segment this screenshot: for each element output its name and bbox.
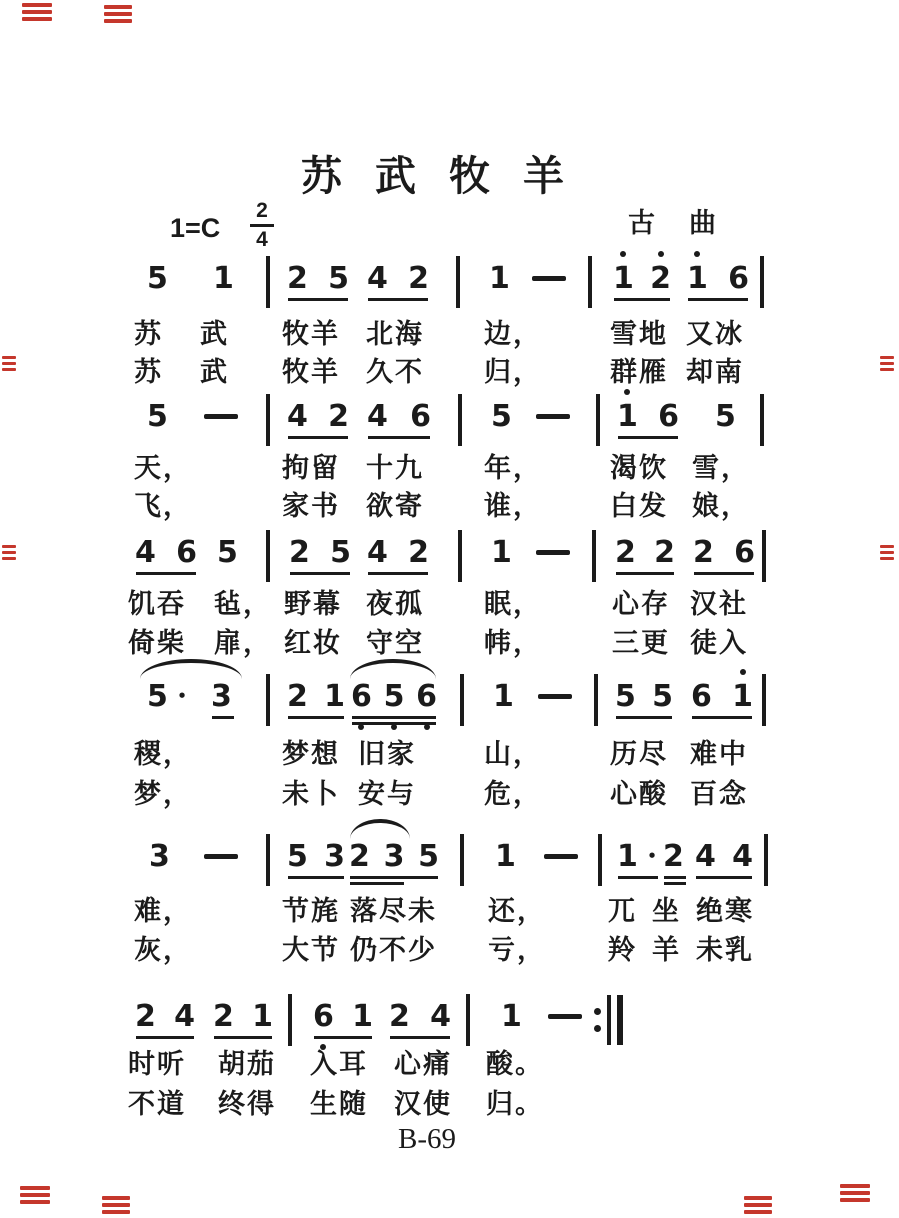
beam-underline <box>368 298 428 301</box>
lyric-word: 危， <box>484 779 542 809</box>
note: 6 <box>691 679 712 714</box>
lyric-word: 灰， <box>134 935 192 965</box>
lyric-word: 历尽 <box>610 739 668 769</box>
note: 4 <box>732 839 753 874</box>
lyric-word: 生随 <box>310 1089 368 1119</box>
lyric-word: 酸。 <box>486 1049 544 1079</box>
note: 2 <box>287 679 308 714</box>
lyric-word: 兀 <box>608 896 637 926</box>
lyric-word: 拘留 <box>282 453 340 483</box>
duration-dash <box>548 1014 582 1019</box>
note-group <box>366 262 430 296</box>
beam-underline <box>352 716 436 719</box>
barline <box>266 834 270 886</box>
barline <box>760 256 764 308</box>
beam-underline <box>618 876 658 879</box>
barline <box>760 394 764 446</box>
note-group <box>312 1000 374 1034</box>
lyric-word: 稷， <box>134 739 192 769</box>
note: 2 <box>650 262 671 296</box>
beam-underline <box>214 1036 272 1039</box>
duration-dash <box>536 550 570 555</box>
lyric-word: 百念 <box>690 779 748 809</box>
lyric-word: 还， <box>488 896 546 926</box>
barline <box>460 834 464 886</box>
note: 5 <box>384 680 405 714</box>
octave-dot-high <box>740 669 746 675</box>
beam-underline <box>288 716 344 719</box>
lyric-word: 眠， <box>484 589 542 619</box>
lyric-word: 羊 <box>652 935 681 965</box>
note: 6 <box>416 680 437 714</box>
repeat-end-sign <box>594 994 623 1046</box>
beam-underline <box>368 572 428 575</box>
barline <box>466 994 470 1046</box>
note-group <box>692 536 756 570</box>
note: 5 <box>615 679 636 714</box>
beam-underline <box>614 298 670 301</box>
note-group <box>366 536 430 570</box>
note: 4 <box>135 535 156 570</box>
lyric-word: 倚柴 <box>128 628 186 658</box>
beam-underline-2 <box>352 722 436 725</box>
note-group <box>366 400 432 434</box>
lyric-word: 心存 <box>612 589 670 619</box>
note-group <box>388 1000 452 1034</box>
lyric-word: 年， <box>484 453 542 483</box>
note: 2 <box>135 999 156 1034</box>
registration-mark <box>840 1184 870 1205</box>
note: 6 <box>410 399 431 434</box>
beam-underline <box>390 1036 450 1039</box>
registration-mark <box>880 545 894 563</box>
beam-underline-2 <box>350 882 404 885</box>
repeat-barline-thin <box>607 995 611 1045</box>
note-group <box>714 400 737 434</box>
note-group <box>146 400 169 434</box>
note-group <box>286 262 350 296</box>
note: 5 <box>491 399 512 434</box>
registration-mark <box>2 356 16 374</box>
lyric-word: 天， <box>134 453 192 483</box>
beam-underline <box>314 1036 372 1039</box>
octave-dot-high <box>694 251 700 257</box>
note-group <box>212 1000 274 1034</box>
note: 4 <box>695 839 716 874</box>
lyric-word: 久不 <box>366 357 424 387</box>
note: 4 <box>367 399 388 434</box>
beam-underline <box>696 876 752 879</box>
beam-underline <box>136 572 196 575</box>
note: 6 <box>176 535 197 570</box>
note: 4 <box>367 535 388 570</box>
note-group <box>134 536 198 570</box>
lyric-word: 难， <box>134 896 192 926</box>
lyric-word: 牧羊 <box>282 319 340 349</box>
lyric-word: 群雁 <box>610 357 668 387</box>
registration-mark <box>104 5 132 26</box>
beam-underline <box>616 716 672 719</box>
note: 2 <box>654 535 675 570</box>
barline <box>456 256 460 308</box>
note: 4 <box>174 999 195 1034</box>
lyric-word: 家书 <box>282 491 340 521</box>
note: 3 <box>149 839 170 874</box>
barline <box>598 834 602 886</box>
beam-underline <box>288 298 348 301</box>
note-group <box>210 680 236 714</box>
lyric-word: 归， <box>484 357 542 387</box>
note-group <box>694 840 754 874</box>
barline <box>266 530 270 582</box>
note: 2 <box>615 535 636 570</box>
note: 2 <box>408 261 429 296</box>
lyric-word: 雪， <box>692 453 750 483</box>
beam-underline-2 <box>664 882 686 885</box>
note-group <box>488 262 511 296</box>
note: 5 <box>330 535 351 570</box>
registration-mark <box>22 3 52 24</box>
lyric-word: 欲寄 <box>366 491 424 521</box>
time-signature-denominator: 4 <box>256 228 268 251</box>
lyric-word: 夜孤 <box>366 589 424 619</box>
slur-arc <box>350 659 436 679</box>
note: 1 <box>495 839 516 874</box>
duration-dash <box>544 854 578 859</box>
lyric-word: 汉社 <box>690 589 748 619</box>
lyric-word: 苏 <box>134 357 163 387</box>
note-group <box>490 400 513 434</box>
note-group <box>612 262 672 296</box>
lyric-word: 心痛 <box>394 1049 452 1079</box>
augmentation-dot: • <box>177 687 187 705</box>
lyric-word: 却南 <box>686 357 744 387</box>
note: 1 <box>613 262 634 296</box>
beam-underline <box>350 876 438 879</box>
registration-mark <box>880 356 894 374</box>
barline <box>762 530 766 582</box>
lyric-word: 亏， <box>488 935 546 965</box>
note: 5 <box>418 839 439 874</box>
note-group <box>686 262 750 296</box>
lyric-word: 苏 <box>134 319 163 349</box>
note: 2 <box>349 839 370 874</box>
barline <box>588 256 592 308</box>
note-group <box>286 400 350 434</box>
song-title: 苏武牧羊 <box>301 153 597 199</box>
beam-underline <box>212 716 234 719</box>
lyric-word: 时听 <box>128 1049 186 1079</box>
beam-underline <box>288 876 344 879</box>
note: 6 <box>658 399 679 434</box>
lyric-word: 娘， <box>692 491 750 521</box>
lyric-word: 绝寒 <box>696 896 754 926</box>
note-group <box>494 840 517 874</box>
note: 5 <box>287 839 308 874</box>
note-group <box>212 262 235 296</box>
time-signature-line <box>250 224 274 227</box>
barline <box>288 994 292 1046</box>
registration-mark <box>744 1196 772 1217</box>
note: 2 <box>213 999 234 1034</box>
note-group <box>286 840 346 874</box>
barline <box>762 674 766 726</box>
slur-arc <box>350 819 410 839</box>
beam-underline <box>692 716 752 719</box>
composer-credit: 古曲 <box>628 208 750 238</box>
note: 5 <box>715 399 736 434</box>
lyric-word: 守空 <box>366 628 424 658</box>
note-group <box>662 840 688 874</box>
duration-dash <box>204 854 238 859</box>
lyric-word: 羚 <box>608 935 637 965</box>
note: 5 <box>652 679 673 714</box>
lyric-word: 归。 <box>486 1089 544 1119</box>
lyric-word: 入耳 <box>310 1049 368 1079</box>
note: 1 <box>213 261 234 296</box>
note: 1 <box>617 839 638 874</box>
note: 1 <box>489 261 510 296</box>
note: 2 <box>408 535 429 570</box>
lyric-word: 三更 <box>612 628 670 658</box>
lyric-word: 北海 <box>366 319 424 349</box>
note: 1 <box>501 999 522 1034</box>
lyric-word: 汉使 <box>394 1089 452 1119</box>
lyric-word: 帏， <box>484 628 542 658</box>
note: 2 <box>289 535 310 570</box>
lyric-word: 谁， <box>484 491 542 521</box>
note: 5 <box>328 261 349 296</box>
time-signature-numerator: 2 <box>256 199 268 222</box>
lyric-word: 渴饮 <box>610 453 668 483</box>
lyric-word: 大节 <box>282 935 340 965</box>
note: 3 <box>324 839 345 874</box>
lyric-word: 红妆 <box>284 628 342 658</box>
lyric-word: 边， <box>484 319 542 349</box>
beam-underline <box>618 436 678 439</box>
lyric-word: 仍不少 <box>350 935 437 965</box>
lyric-word: 雪地 <box>610 319 668 349</box>
beam-underline <box>290 572 350 575</box>
note: 1 <box>324 679 345 714</box>
lyric-word: 梦想 <box>282 739 340 769</box>
beam-underline <box>136 1036 194 1039</box>
note-group <box>146 680 190 714</box>
note-group <box>348 840 440 874</box>
duration-dash <box>536 414 570 419</box>
note-group <box>148 840 171 874</box>
lyric-word: 毡， <box>214 589 272 619</box>
lyric-word: 山， <box>484 739 542 769</box>
lyric-word: 安与 <box>358 779 416 809</box>
augmentation-dot: • <box>647 847 657 865</box>
note: 4 <box>430 999 451 1034</box>
beam-underline <box>368 436 430 439</box>
barline <box>266 256 270 308</box>
lyric-word: 又冰 <box>686 319 744 349</box>
registration-mark <box>102 1196 130 1217</box>
note-group <box>134 1000 196 1034</box>
beam-underline <box>688 298 748 301</box>
lyric-word: 白发 <box>610 491 668 521</box>
lyric-word: 坐 <box>652 896 681 926</box>
lyric-word: 徒入 <box>690 628 748 658</box>
barline <box>596 394 600 446</box>
note: 6 <box>351 680 372 714</box>
page-number: B-69 <box>398 1123 456 1155</box>
barline <box>592 530 596 582</box>
note: 5 <box>147 399 168 434</box>
barline <box>266 394 270 446</box>
note: 1 <box>687 262 708 296</box>
barline <box>594 674 598 726</box>
lyric-word: 武 <box>200 357 229 387</box>
note: 3 <box>211 679 232 714</box>
note-group <box>492 680 515 714</box>
note: 5 <box>217 535 238 570</box>
lyric-word: 心酸 <box>610 779 668 809</box>
note: 4 <box>287 399 308 434</box>
registration-mark <box>2 545 16 563</box>
beam-underline <box>694 572 754 575</box>
note-group <box>490 536 513 570</box>
lyric-word: 飞， <box>134 491 192 521</box>
lyric-word: 旧家 <box>358 739 416 769</box>
note: 6 <box>313 1000 334 1034</box>
note-group <box>146 262 169 296</box>
lyric-word: 野幕 <box>284 589 342 619</box>
duration-dash <box>532 276 566 281</box>
barline <box>460 674 464 726</box>
note: 1 <box>493 679 514 714</box>
beam-underline <box>664 876 686 879</box>
key-signature: 1=C <box>170 213 221 243</box>
note-group <box>216 536 239 570</box>
duration-dash <box>538 694 572 699</box>
note: 2 <box>287 261 308 296</box>
note: 5 <box>147 679 168 714</box>
lyric-word: 十九 <box>366 453 424 483</box>
note: 1 <box>252 999 273 1034</box>
note-group <box>500 1000 523 1034</box>
lyric-word: 未乳 <box>696 935 754 965</box>
lyric-word: 饥吞 <box>128 589 186 619</box>
lyric-word: 终得 <box>218 1089 276 1119</box>
note-group <box>350 680 438 714</box>
note: 2 <box>663 839 684 874</box>
note: 5 <box>147 261 168 296</box>
lyric-word: 扉， <box>214 628 272 658</box>
note: 6 <box>728 261 749 296</box>
lyric-word: 牧羊 <box>282 357 340 387</box>
note-group <box>614 536 676 570</box>
time-signature <box>248 199 276 252</box>
note-group <box>288 536 352 570</box>
note: 4 <box>367 261 388 296</box>
note-group <box>614 680 674 714</box>
octave-dot-high <box>624 389 630 395</box>
barline <box>458 530 462 582</box>
lyric-word: 梦， <box>134 779 192 809</box>
beam-underline <box>288 436 348 439</box>
repeat-dots <box>594 1008 601 1032</box>
barline <box>764 834 768 886</box>
note: 3 <box>383 839 405 874</box>
note: 1 <box>732 680 753 714</box>
octave-dot-high <box>658 251 664 257</box>
note: 6 <box>734 535 755 570</box>
note-group <box>690 680 754 714</box>
note: 1 <box>352 999 373 1034</box>
registration-mark <box>20 1186 50 1207</box>
lyric-word: 未卜 <box>282 779 340 809</box>
barline <box>266 674 270 726</box>
note-group <box>616 400 680 434</box>
barline <box>458 394 462 446</box>
note-group <box>616 840 660 874</box>
lyric-word: 武 <box>200 319 229 349</box>
note: 2 <box>328 399 349 434</box>
duration-dash <box>204 414 238 419</box>
note: 1 <box>617 400 638 434</box>
lyric-word: 节旄 <box>282 896 340 926</box>
lyric-word: 难中 <box>690 739 748 769</box>
note: 2 <box>389 999 410 1034</box>
note: 2 <box>693 535 714 570</box>
lyric-word: 胡茄 <box>218 1049 276 1079</box>
beam-underline <box>616 572 674 575</box>
lyric-word: 落尽未 <box>350 896 437 926</box>
lyric-word: 不道 <box>128 1089 186 1119</box>
note-group <box>286 680 346 714</box>
octave-dot-high <box>620 251 626 257</box>
repeat-barline-thick <box>617 995 623 1045</box>
slur-arc <box>140 659 242 679</box>
note: 1 <box>491 535 512 570</box>
